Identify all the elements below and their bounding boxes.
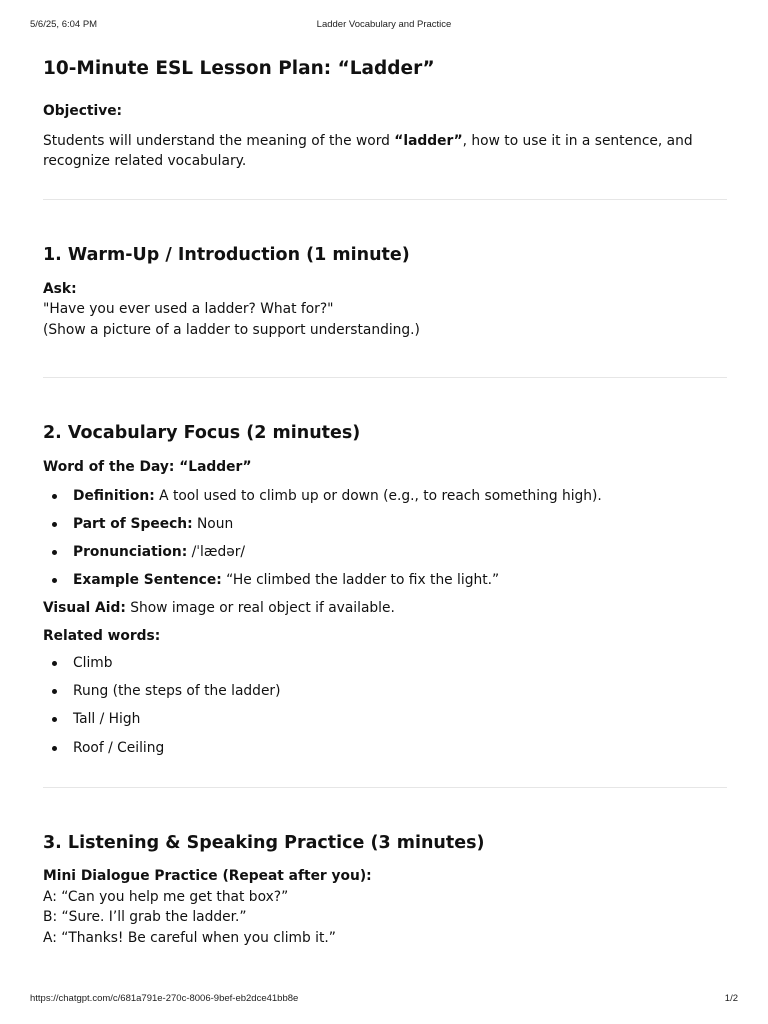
vocab-heading: 2. Vocabulary Focus (2 minutes)	[43, 423, 361, 443]
related-words-list	[43, 653, 727, 758]
print-url: https://chatgpt.com/c/681a791e-270c-8006-9bef-eb2dce41bb8e	[30, 993, 299, 1004]
document-body	[43, 55, 727, 948]
example-sentence-label: Example Sentence:	[73, 571, 222, 588]
pronunciation-text: /ˈlædər/	[187, 543, 246, 560]
objective-text-end: , how to use it in a sentence, and recognize related vocabulary.	[43, 132, 693, 169]
vocab-list	[43, 486, 727, 591]
page-number: 1/2	[724, 993, 738, 1004]
warmup-note: (Show a picture of a ladder to support understanding.)	[43, 321, 420, 338]
definition-text: A tool used to climb up or down (e.g., to reach something high).	[154, 487, 602, 504]
definition-label: Definition:	[73, 487, 155, 504]
dialogue-line: B: “Sure. I’ll grab the ladder.”	[43, 909, 247, 926]
list-item	[43, 486, 727, 507]
list-item: Roof / Ceiling	[43, 738, 727, 759]
warmup-question: "Have you ever used a ladder? What for?"	[43, 301, 334, 317]
list-item: Rung (the steps of the ladder)	[43, 681, 727, 702]
print-footer	[30, 993, 738, 1007]
warmup-heading: 1. Warm-Up / Introduction (1 minute)	[43, 244, 410, 265]
dialogue-line: A: “Thanks! Be careful when you climb it.”	[43, 929, 336, 946]
print-header	[30, 19, 738, 33]
section-divider	[43, 787, 727, 788]
related-words-label: Related words:	[43, 627, 161, 644]
part-of-speech-text: Noun	[192, 515, 234, 532]
objective-keyword: “ladder”	[394, 132, 463, 149]
list-item	[43, 570, 727, 591]
section-divider	[43, 199, 727, 200]
visual-aid-label: Visual Aid:	[43, 600, 126, 617]
print-title: Ladder Vocabulary and Practice	[316, 19, 452, 30]
listening-heading: 3. Listening & Speaking Practice (3 minutes)	[43, 833, 485, 854]
word-of-day: Word of the Day: “Ladder”	[43, 459, 252, 475]
objective-text	[43, 131, 727, 172]
objective-heading: Objective:	[43, 103, 123, 119]
list-item	[43, 514, 727, 535]
dialogue-label: Mini Dialogue Practice (Repeat after you):	[43, 868, 372, 885]
list-item	[43, 542, 727, 563]
list-item: Tall / High	[43, 709, 727, 730]
visual-aid	[43, 598, 727, 619]
objective-text-start: Students will understand the meaning of the word	[43, 132, 395, 149]
part-of-speech-label: Part of Speech:	[73, 515, 193, 532]
list-item: Climb	[43, 653, 727, 674]
ask-label: Ask:	[43, 280, 77, 297]
section-divider	[43, 377, 727, 378]
document-title: 10-Minute ESL Lesson Plan: “Ladder”	[43, 58, 435, 79]
visual-aid-text: Show image or real object if available.	[125, 600, 395, 617]
pronunciation-label: Pronunciation:	[73, 543, 188, 560]
print-datetime: 5/6/25, 6:04 PM	[30, 19, 98, 30]
example-sentence-text: “He climbed the ladder to fix the light.”	[221, 571, 500, 588]
dialogue-line: A: “Can you help me get that box?”	[43, 888, 289, 905]
